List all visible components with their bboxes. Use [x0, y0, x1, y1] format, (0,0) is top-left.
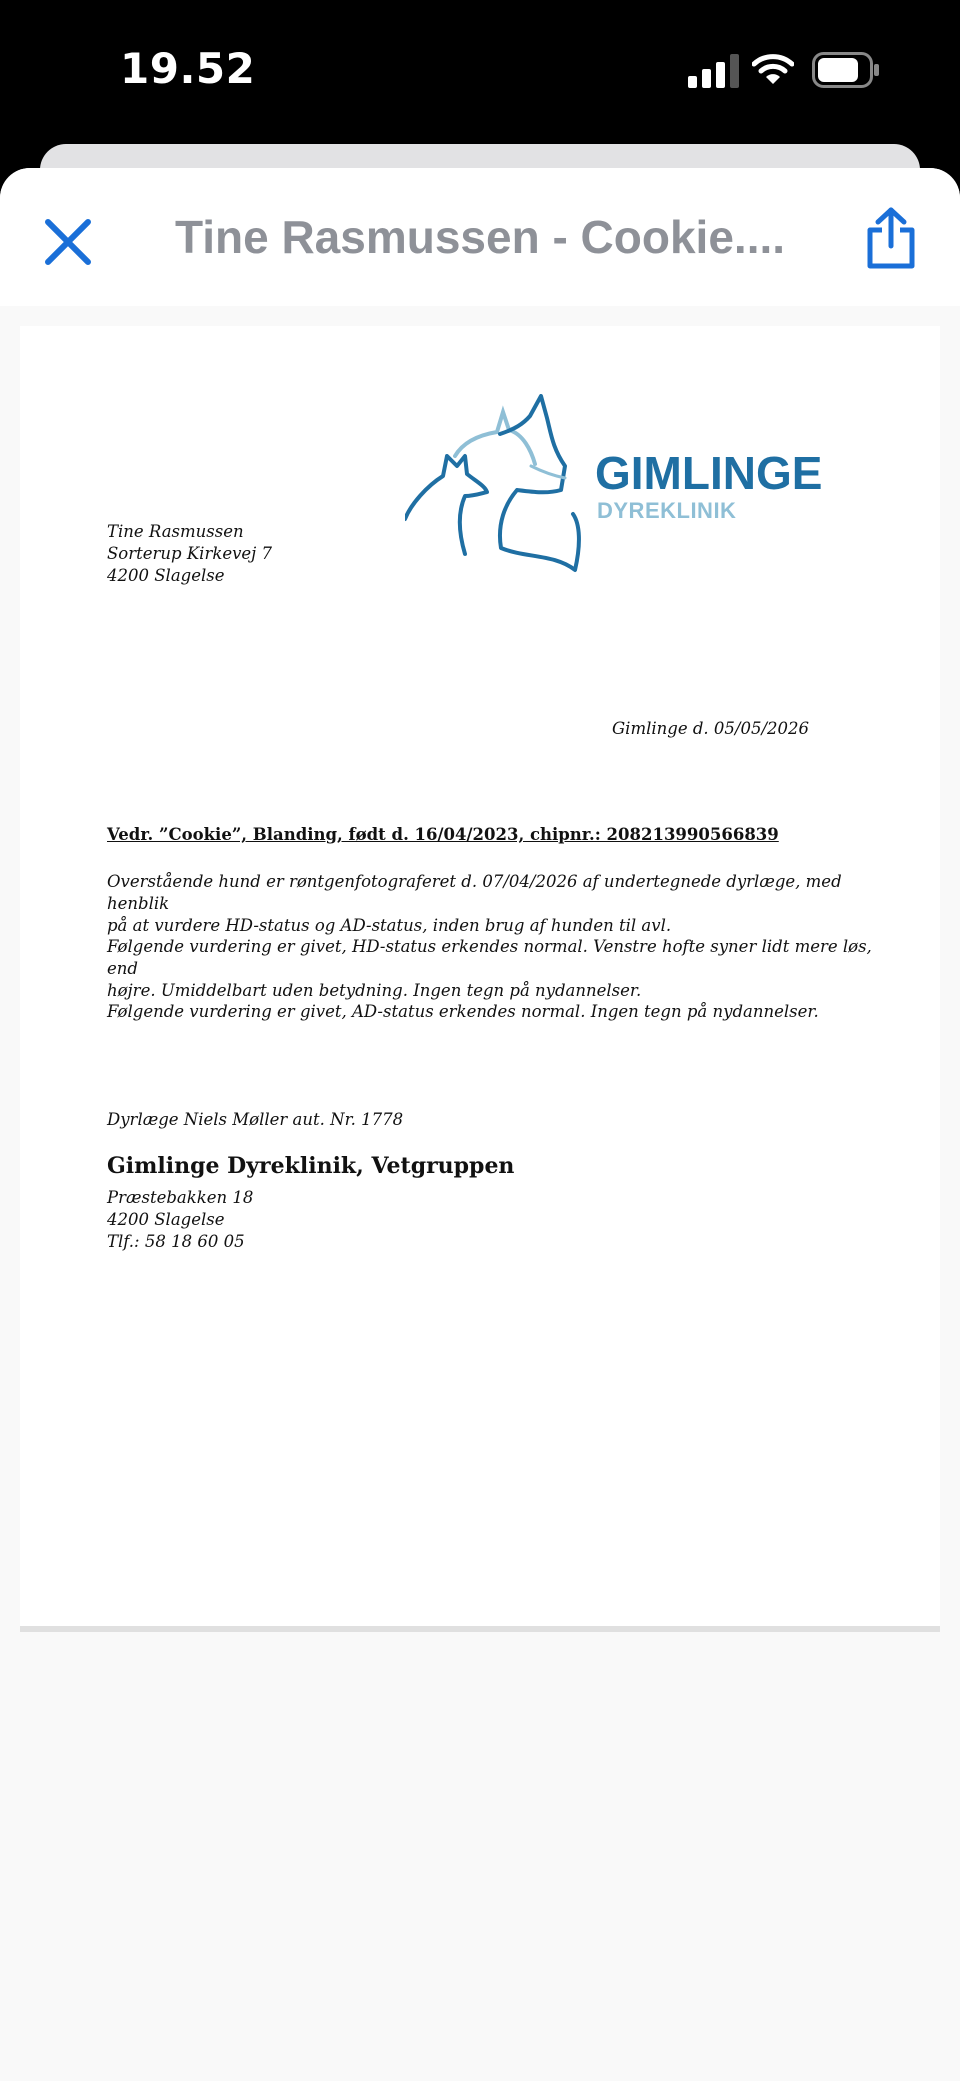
clinic-name: Gimlinge Dyreklinik, Vetgruppen — [107, 1153, 515, 1179]
battery-icon — [812, 52, 880, 88]
recipient-city: 4200 Slagelse — [107, 566, 225, 585]
sheet-header — [0, 168, 960, 306]
clinic-logo — [405, 394, 845, 584]
recipient-address — [107, 521, 272, 587]
share-icon[interactable] — [866, 206, 916, 270]
paragraph-xray — [107, 871, 887, 937]
recipient-street: Sorterup Kirkevej 7 — [107, 544, 273, 563]
clinic-city: 4200 Slagelse — [107, 1210, 225, 1229]
recipient-name: Tine Rasmussen — [107, 522, 244, 541]
paragraph-line: Overstående hund er røntgenfotograferet d. 07/04/2026 af undertegnede dyrlæge, med henblik — [107, 872, 842, 913]
clinic-street: Præstebakken 18 — [107, 1188, 254, 1207]
dog-silhouette-icon — [500, 396, 579, 570]
paragraph-line: Følgende vurdering er givet, HD-status erkendes normal. Venstre hofte syner lidt mere løs, end — [107, 937, 872, 978]
clinic-address — [107, 1187, 253, 1253]
logo-subtitle: DYREKLINIK — [597, 498, 737, 523]
page-bottom-edge — [20, 1626, 940, 1632]
letter-date: Gimlinge d. 05/05/2026 — [612, 719, 810, 738]
paragraph-hd-status — [107, 936, 887, 1002]
logo-name: GIMLINGE — [595, 447, 823, 499]
close-icon[interactable] — [40, 214, 96, 270]
cat-silhouette-icon — [405, 456, 487, 554]
clinic-phone: Tlf.: 58 18 60 05 — [107, 1232, 245, 1251]
status-bar — [0, 0, 960, 140]
page-title: Tine Rasmussen - Cookie.... — [174, 211, 786, 263]
paragraph-line: på at vurdere HD-status og AD-status, inden brug af hunden til avl. — [107, 916, 672, 935]
letter-subject: Vedr. ”Cookie”, Blanding, født d. 16/04/2023, chipnr.: 208213990566839 — [107, 825, 779, 844]
cellular-signal-icon — [688, 54, 740, 88]
signer-line: Dyrlæge Niels Møller aut. Nr. 1778 — [107, 1110, 404, 1129]
document-page — [20, 326, 940, 1626]
paragraph-line: højre. Umiddelbart uden betydning. Ingen tegn på nydannelser. — [107, 981, 642, 1000]
paragraph-ad-status — [107, 1001, 887, 1023]
wifi-icon — [752, 52, 794, 86]
status-time: 19.52 — [120, 44, 256, 93]
document-preview-sheet — [0, 168, 960, 2081]
paragraph-line: Følgende vurdering er givet, AD-status erkendes normal. Ingen tegn på nydannelser. — [107, 1002, 819, 1021]
